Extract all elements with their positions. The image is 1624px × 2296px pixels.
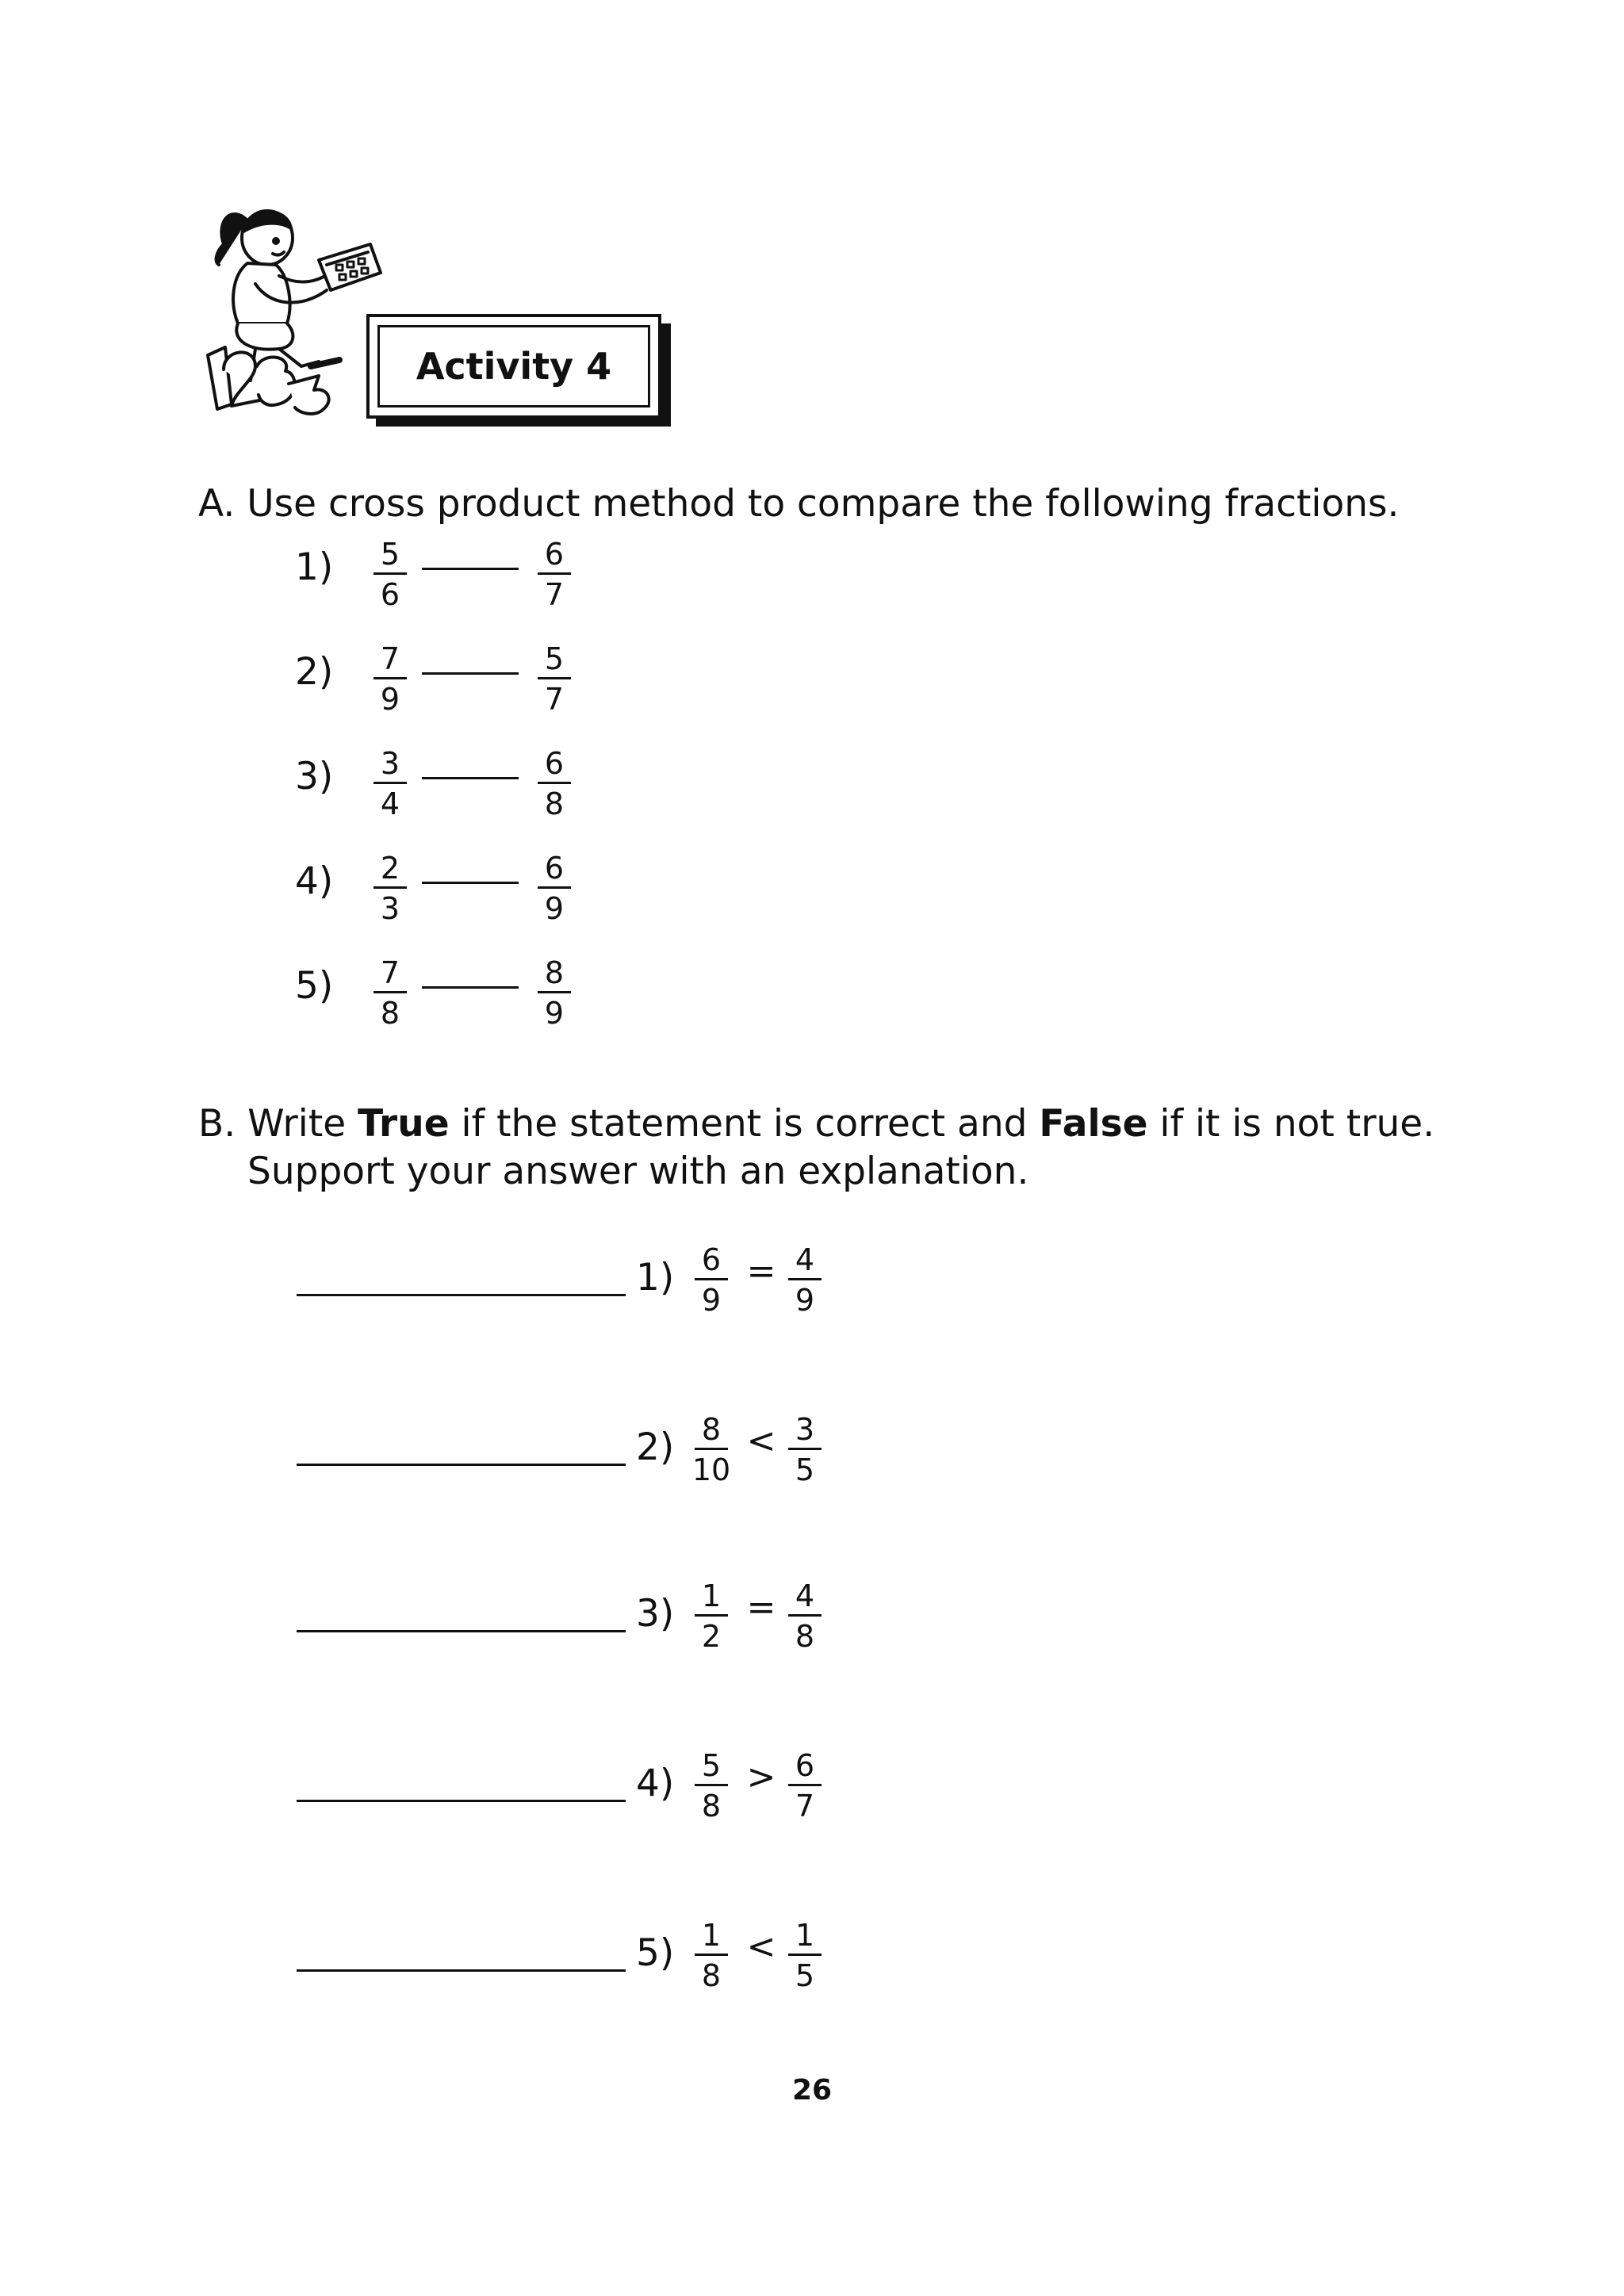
answer-blank[interactable] [422, 882, 519, 884]
answer-blank[interactable] [297, 1294, 626, 1296]
denominator: 4 [380, 786, 400, 821]
part-b-item [297, 1919, 931, 2014]
box-shadow-right [661, 323, 671, 425]
denominator: 9 [701, 1283, 722, 1318]
denominator: 6 [380, 577, 400, 612]
comparison-operator: < [746, 1927, 776, 1967]
left-fraction [691, 1919, 731, 1994]
true-keyword: True [358, 1102, 450, 1146]
answer-blank[interactable] [422, 568, 519, 570]
box-shadow-bottom [376, 419, 671, 427]
numerator: 6 [544, 537, 565, 572]
denominator: 8 [701, 1958, 722, 1993]
numerator: 8 [701, 1412, 722, 1447]
denominator: 9 [795, 1283, 815, 1318]
denominator: 5 [795, 1452, 815, 1487]
item-number: 2) [636, 1425, 675, 1469]
activity-heading-box [366, 314, 668, 425]
denominator: 3 [380, 891, 400, 926]
left-fraction [691, 1413, 731, 1488]
part-a-item [295, 642, 612, 721]
answer-blank[interactable] [422, 672, 519, 675]
answer-blank[interactable] [297, 1464, 626, 1466]
item-number: 3) [636, 1592, 675, 1636]
part-a-instruction: A. Use cross product method to compare the following fractions. [198, 482, 1400, 526]
denominator: 8 [380, 996, 400, 1031]
right-fraction [785, 1919, 825, 1994]
denominator: 8 [701, 1789, 722, 1823]
denominator: 9 [380, 682, 400, 717]
numerator: 3 [795, 1412, 815, 1447]
numerator: 3 [380, 746, 400, 781]
part-b-instruction-middle: if the statement is correct and [449, 1102, 1040, 1146]
numerator: 8 [544, 955, 565, 990]
answer-blank[interactable] [422, 986, 519, 989]
left-fraction [370, 747, 410, 822]
denominator: 7 [795, 1789, 815, 1823]
part-b-instruction-prefix: B. Write [198, 1102, 358, 1146]
item-number: 5) [636, 1931, 675, 1975]
denominator: 8 [544, 786, 565, 821]
right-fraction [785, 1749, 825, 1824]
right-fraction [785, 1243, 825, 1318]
numerator: 1 [701, 1918, 722, 1953]
numerator: 6 [795, 1748, 815, 1783]
item-number: 2) [295, 650, 334, 694]
comparison-operator: > [746, 1757, 776, 1797]
comparison-operator: < [746, 1421, 776, 1461]
numerator: 5 [544, 641, 565, 676]
part-b-item [297, 1749, 931, 1844]
numerator: 1 [795, 1918, 815, 1953]
part-a-item [295, 851, 612, 931]
left-fraction [691, 1243, 731, 1318]
right-fraction [534, 538, 574, 613]
comparison-operator: = [746, 1251, 776, 1292]
numerator: 7 [380, 955, 400, 990]
numerator: 1 [701, 1578, 722, 1613]
denominator: 9 [544, 996, 565, 1031]
left-fraction [691, 1749, 731, 1824]
answer-blank[interactable] [422, 777, 519, 779]
right-fraction [785, 1413, 825, 1488]
answer-blank[interactable] [297, 1630, 626, 1632]
part-a-item [295, 747, 612, 826]
denominator: 10 [691, 1452, 731, 1487]
denominator: 8 [795, 1619, 815, 1654]
false-keyword: False [1039, 1102, 1148, 1146]
numerator: 4 [795, 1242, 815, 1277]
answer-blank[interactable] [297, 1969, 626, 1972]
left-fraction [691, 1579, 731, 1655]
part-b-item [297, 1413, 931, 1508]
left-fraction [370, 851, 410, 927]
item-number: 4) [295, 859, 334, 903]
numerator: 7 [380, 641, 400, 676]
left-fraction [370, 956, 410, 1031]
numerator: 4 [795, 1578, 815, 1613]
part-b-instruction-line2: Support your answer with an explanation. [247, 1150, 1029, 1193]
right-fraction [534, 851, 574, 927]
right-fraction [534, 956, 574, 1031]
activity-title: Activity 4 [416, 345, 612, 388]
answer-blank[interactable] [297, 1800, 626, 1802]
denominator: 7 [544, 682, 565, 717]
part-b-item [297, 1579, 931, 1674]
numerator: 6 [544, 851, 565, 886]
denominator: 9 [544, 891, 565, 926]
item-number: 1) [636, 1256, 675, 1299]
part-b-instruction [198, 1100, 1434, 1148]
right-fraction [534, 747, 574, 822]
girl-with-calculator-icon [200, 197, 382, 428]
denominator: 5 [795, 1958, 815, 1993]
item-number: 4) [636, 1762, 675, 1805]
numerator: 6 [701, 1242, 722, 1277]
part-b-item [297, 1243, 931, 1338]
denominator: 2 [701, 1619, 722, 1654]
part-b-instruction-suffix: if it is not true. [1147, 1102, 1435, 1146]
comparison-operator: = [746, 1587, 776, 1628]
right-fraction [534, 642, 574, 718]
right-fraction [785, 1579, 825, 1655]
denominator: 7 [544, 577, 565, 612]
left-fraction [370, 538, 410, 613]
item-number: 5) [295, 964, 334, 1008]
part-a-item [295, 956, 612, 1035]
left-fraction [370, 642, 410, 718]
numerator: 6 [544, 746, 565, 781]
item-number: 3) [295, 755, 334, 798]
item-number: 1) [295, 545, 334, 589]
numerator: 5 [380, 537, 400, 572]
numerator: 5 [701, 1748, 722, 1783]
part-a-item [295, 538, 612, 617]
numerator: 2 [380, 851, 400, 886]
page-number: 26 [791, 2074, 833, 2107]
